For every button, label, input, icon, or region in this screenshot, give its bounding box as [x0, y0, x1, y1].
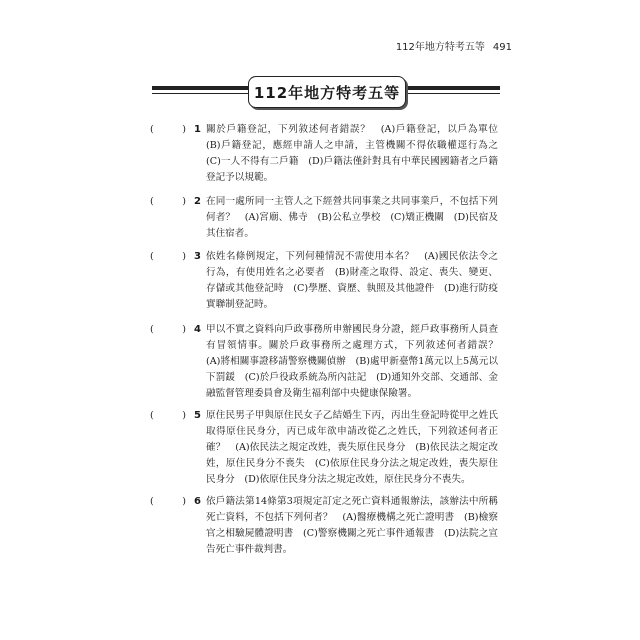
question-2 [150, 194, 498, 242]
question-number: 2 [194, 196, 201, 207]
answer-blank[interactable]: ( ) [150, 496, 186, 507]
question-text: 依姓名條例規定，下列何種情況不需使用本名？ (A)國民依法令之行為，有使用姓名之必要者 (B)財產之取得、設定、喪失、變更、存儲或其他登記時 (C)學歷、資歷、執照及其他證件 (D)進行防疫實聯制登記時。 [206, 251, 498, 310]
question-text: 原住民男子甲與原住民女子乙結婚生下丙，丙出生登記時從甲之姓氏取得原住民身分，丙已成年欲申請改從乙之姓氏，下列敘述何者正確？ (A)依民法之規定改姓，喪失原住民身分 (B)依民法之規定改姓，原住民身分不喪失 (C)依原住民身分法之規定改姓，喪失原住民身分 (D)依原住民身分法之規定改姓，原住民身分不喪失。 [206, 410, 498, 485]
question-4 [150, 322, 508, 402]
answer-blank[interactable]: ( ) [150, 410, 186, 421]
section-title: 112年地方特考五等 [248, 76, 406, 108]
question-text: 在同一處所同一主管人之下經營共同事業之共同事業戶，不包括下列何者？ (A)宮廟、佛寺 (B)公私立學校 (C)矯正機關 (D)民宿及其住宿者。 [206, 196, 498, 239]
question-number: 6 [194, 496, 201, 507]
page-number: 491 [492, 42, 512, 53]
answer-blank[interactable]: ( ) [150, 196, 186, 207]
section-title-bar [152, 78, 500, 106]
answer-blank[interactable]: ( ) [150, 251, 186, 262]
question-text: 依戶籍法第14條第3項規定訂定之死亡資料通報辦法，該辦法中所稱死亡資料，不包括下列何者？ (A)醫療機構之死亡證明書 (B)檢察官之相驗屍體證明書 (C)警察機關之死亡事件通報書 (D)法院之宣告死亡事件裁判書。 [206, 496, 498, 555]
question-6 [150, 494, 498, 558]
question-number: 3 [194, 251, 201, 262]
running-header-title: 112年地方特考五等 [395, 42, 485, 53]
answer-blank[interactable]: ( ) [150, 124, 186, 135]
answer-blank[interactable]: ( ) [150, 324, 186, 335]
running-header [396, 38, 512, 53]
question-1 [150, 122, 508, 186]
question-number: 1 [194, 124, 201, 135]
question-text: 甲以不實之資料向戶政事務所申辦國民身分證，經戶政事務所人員查有冒領情事。關於戶政事務所之處理方式，下列敘述何者錯誤？ (A)將相關事證移請警察機關偵辦 (B)處甲新臺幣1萬元以上5萬元以下罰鍰 (C)於戶役政系統為所內註記 (D)通知外交部、交通部、金融監督管理委員會及衛生福利部中央健康保險署。 [206, 324, 508, 399]
question-3 [150, 249, 498, 313]
question-5 [150, 408, 498, 488]
question-number: 4 [194, 324, 201, 335]
question-number: 5 [194, 410, 201, 421]
question-text: 關於戶籍登記，下列敘述何者錯誤？ (A)戶籍登記，以戶為單位 (B)戶籍登記，應經申請人之申請，主管機關不得依職權逕行為之 (C)一人不得有二戶籍 (D)戶籍法僅針對具有中華民國國籍者之戶籍登記予以規範。 [206, 124, 508, 183]
